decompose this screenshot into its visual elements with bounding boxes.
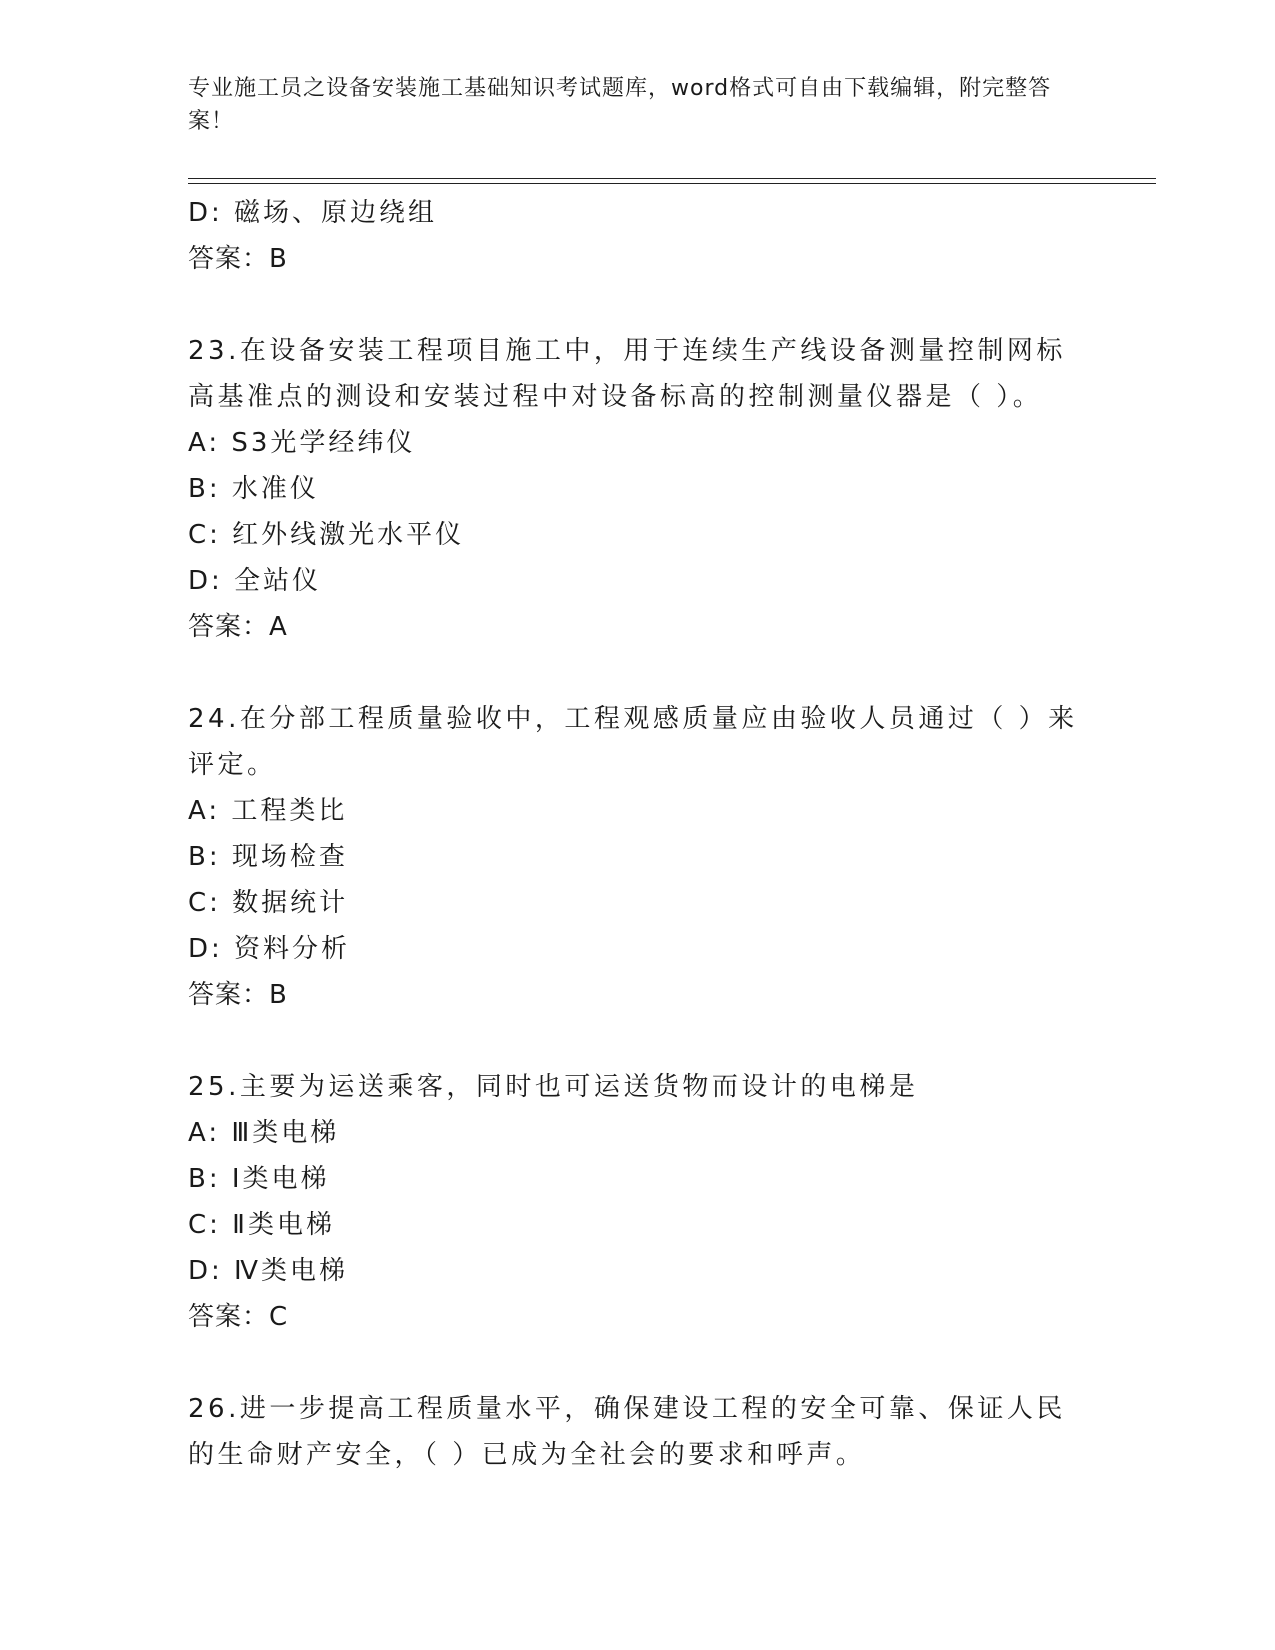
- answer-line: 答案：A: [188, 612, 288, 642]
- question-number: 26.: [188, 1394, 240, 1424]
- question-23: [188, 328, 1088, 650]
- previous-question-tail: [188, 190, 1088, 282]
- header-rule-bottom: [188, 183, 1156, 184]
- option-a: A: Ⅲ类电梯: [188, 1118, 340, 1148]
- option-d: D: 磁场、原边绕组: [188, 198, 438, 228]
- question-26: [188, 1386, 1088, 1478]
- spacer: [188, 650, 1088, 696]
- document-body: [188, 190, 1088, 1478]
- question-number: 23.: [188, 336, 240, 366]
- option-d: D: Ⅳ类电梯: [188, 1256, 349, 1286]
- question-25: [188, 1064, 1088, 1340]
- option-a: A: 工程类比: [188, 796, 348, 826]
- option-c: C: Ⅱ类电梯: [188, 1210, 335, 1240]
- answer-line: 答案：B: [188, 980, 288, 1010]
- question-body: 在设备安装工程项目施工中，用于连续生产线设备测量控制网标高基准点的测设和安装过程中对设备标高的控制测量仪器是（ ）。: [188, 336, 1066, 412]
- question-number: 25.: [188, 1072, 240, 1102]
- spacer: [188, 1018, 1088, 1064]
- header-text: 专业施工员之设备安装施工基础知识考试题库，word格式可自由下载编辑，附完整答案！: [188, 76, 1052, 134]
- question-24: [188, 696, 1088, 1018]
- spacer: [188, 282, 1088, 328]
- answer-line: 答案：B: [188, 244, 288, 274]
- option-a: A: S3光学经纬仪: [188, 428, 416, 458]
- question-text: [188, 696, 1088, 788]
- option-c: C: 红外线激光水平仪: [188, 520, 465, 550]
- question-body: 在分部工程质量验收中，工程观感质量应由验收人员通过（ ）来评定。: [188, 704, 1078, 780]
- spacer: [188, 1340, 1088, 1386]
- option-d: D: 资料分析: [188, 934, 351, 964]
- answer-line: 答案：C: [188, 1302, 289, 1332]
- option-c: C: 数据统计: [188, 888, 349, 918]
- question-body: 主要为运送乘客，同时也可运送货物而设计的电梯是: [239, 1072, 919, 1102]
- option-d: D: 全站仪: [188, 566, 322, 596]
- question-text: [188, 328, 1088, 420]
- option-b: B: Ⅰ类电梯: [188, 1164, 330, 1194]
- question-number: 24.: [188, 704, 240, 734]
- option-b: B: 现场检查: [188, 842, 348, 872]
- option-b: B: 水准仪: [188, 474, 319, 504]
- header-rule-top: [188, 178, 1156, 179]
- question-body: 进一步提高工程质量水平，确保建设工程的安全可靠、保证人民的生命财产安全，（ ）已成为全社会的要求和呼声。: [188, 1394, 1066, 1470]
- question-text: [188, 1064, 1088, 1110]
- question-text: [188, 1386, 1088, 1478]
- document-header: [188, 72, 1068, 138]
